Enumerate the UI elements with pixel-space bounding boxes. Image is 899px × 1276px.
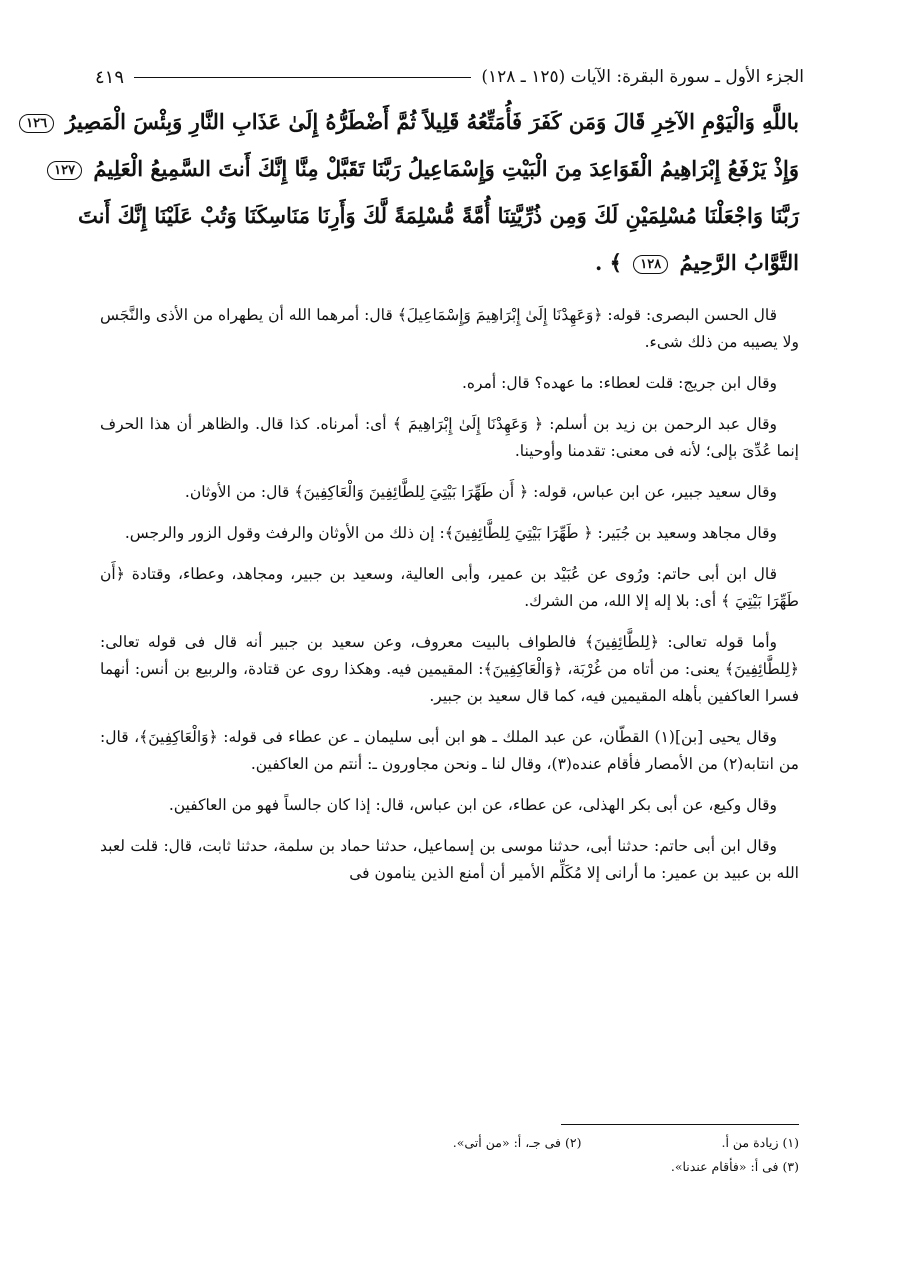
commentary-body (100, 302, 799, 901)
footnote-2: (٢) فى جـ، أ: «من أتى». (452, 1135, 582, 1150)
footnote-divider (561, 1124, 799, 1125)
running-header (95, 62, 804, 92)
verse-text: وَإِذْ يَرْفَعُ إِبْرَاهِيمُ الْقَوَاعِدَ مِنَ الْبَيْتِ وَإِسْمَاعِيلُ رَبَّنَا تَقَبَّلْ مِنَّا إِنَّكَ أَنتَ السَّمِيعُ الْعَلِيمُ (93, 156, 799, 181)
footnote-1: (١) زيادة من أ. (721, 1135, 799, 1150)
verse-line (100, 239, 799, 286)
verse-number-marker: ١٢٦ (19, 114, 54, 133)
commentary-paragraph: وقال ابن أبى حاتم: حدثنا أبى، حدثنا موسى بن إسماعيل، حدثنا حماد بن سلمة، حدثنا ثابت، قال: قلت لعبد الله بن عبيد بن عمير: ما أرانى إلا مُكَلِّم الأمير أن أمنع الذين ينامون فى (100, 837, 799, 882)
footnotes (100, 1131, 799, 1179)
footnote-3: (٣) فى أ: «فأقام عندنا». (670, 1159, 799, 1174)
commentary-paragraph: قال ابن أبى حاتم: ورُوى عن عُبَيْد بن عمير، وأبى العالية، وسعيد بن جبير، ومجاهد، وعطاء، وقتادة ﴿أَن طَهِّرَا بَيْتِيَ ﴾ أى: بلا إله إلا الله، من الشرك. (100, 565, 799, 610)
verse-line (26, 98, 799, 145)
verse-text: التَّوَّابُ الرَّحِيمُ (679, 250, 799, 275)
verse-text: رَبَّنَا وَاجْعَلْنَا مُسْلِمَيْنِ لَكَ وَمِن ذُرِّيَّتِنَا أُمَّةً مُّسْلِمَةً لَّكَ وَأَرِنَا مَنَاسِكَنَا وَتُبْ عَلَيْنَا إِنَّكَ أَنتَ (77, 203, 799, 228)
running-title: الجزء الأول ـ سورة البقرة: الآيات (١٢٥ ـ ١٢٨) (481, 67, 804, 87)
commentary-paragraph: وقال عبد الرحمن بن زيد بن أسلم: ﴿ وَعَهِدْنَا إِلَىٰ إِبْرَاهِيمَ ﴾ أى: أمرناه. كذا قال. والظاهر أن هذا الحرف إنما عُدِّىَ بإلى؛ لأنه فى معنى: تقدمنا وأوحينا. (100, 415, 799, 460)
header-rule (134, 77, 471, 78)
commentary-paragraph: وقال ابن جريج: قلت لعطاء: ما عهده؟ قال: أمره. (461, 374, 777, 392)
page-number: ٤١٩ (95, 66, 125, 88)
commentary-paragraph: وأما قوله تعالى: ﴿لِلطَّائِفِينَ﴾ فالطواف بالبيت معروف، وعن سعيد بن جبير أنه قال فى قوله تعالى: ﴿لِلطَّائِفِينَ﴾ يعنى: من أتاه من غُرْبَة، ﴿وَالْعَاكِفِينَ﴾: المقيمين فيه. وهكذا روى عن قتادة، والربيع بن أنس: أنهما فسرا العاكفين بأهله المقيمين فيه، كما قال سعيد بن جبير. (100, 633, 799, 705)
verse-number-marker: ١٢٧ (47, 161, 82, 180)
verse-text: باللَّهِ وَالْيَوْمِ الآخِرِ قَالَ وَمَن كَفَرَ فَأُمَتِّعُهُ قَلِيلاً ثُمَّ أَضْطَرُّهُ إِلَىٰ عَذَابِ النَّارِ وَبِئْسَ الْمَصِيرُ (65, 109, 799, 134)
commentary-paragraph: وقال يحيى [بن](١) القطّان، عن عبد الملك ـ هو ابن أبى سليمان ـ عن عطاء فى قوله: ﴿وَالْعَاكِفِينَ﴾، قال: من انتابه(٢) من الأمصار فأقام عنده(٣)، وقال لنا ـ ونحن مجاورون ـ: أنتم من العاكفين. (100, 728, 799, 773)
commentary-paragraph: وقال وكيع، عن أبى بكر الهذلى، عن عطاء، عن ابن عباس، قال: إذا كان جالساً فهو من العاكفين. (168, 796, 777, 814)
commentary-paragraph: وقال مجاهد وسعيد بن جُبَير: ﴿ طَهِّرَا بَيْتِيَ لِلطَّائِفِينَ﴾: إن ذلك من الأوثان والرفث وقول الزور والرجس. (124, 524, 777, 542)
commentary-paragraph: قال الحسن البصرى: قوله: ﴿وَعَهِدْنَا إِلَىٰ إِبْرَاهِيمَ وَإِسْمَاعِيلَ﴾ قال: أمرهما الله أن يطهراه من الأذى والنَّجَس ولا يصيبه من ذلك شىء. (100, 306, 799, 351)
quran-verses-block (26, 98, 799, 286)
commentary-paragraph: وقال سعيد جبير، عن ابن عباس، قوله: ﴿ أَن طَهِّرَا بَيْتِيَ لِلطَّائِفِينَ وَالْعَاكِفِينَ﴾ قال: من الأوثان. (184, 483, 777, 501)
verse-line (54, 145, 799, 192)
footnote-row (100, 1131, 799, 1155)
verse-number-marker: ١٢٨ (633, 255, 668, 274)
verse-line (77, 192, 799, 239)
verse-end-bracket: ﴾ . (595, 250, 622, 275)
footnote-row (100, 1155, 799, 1179)
